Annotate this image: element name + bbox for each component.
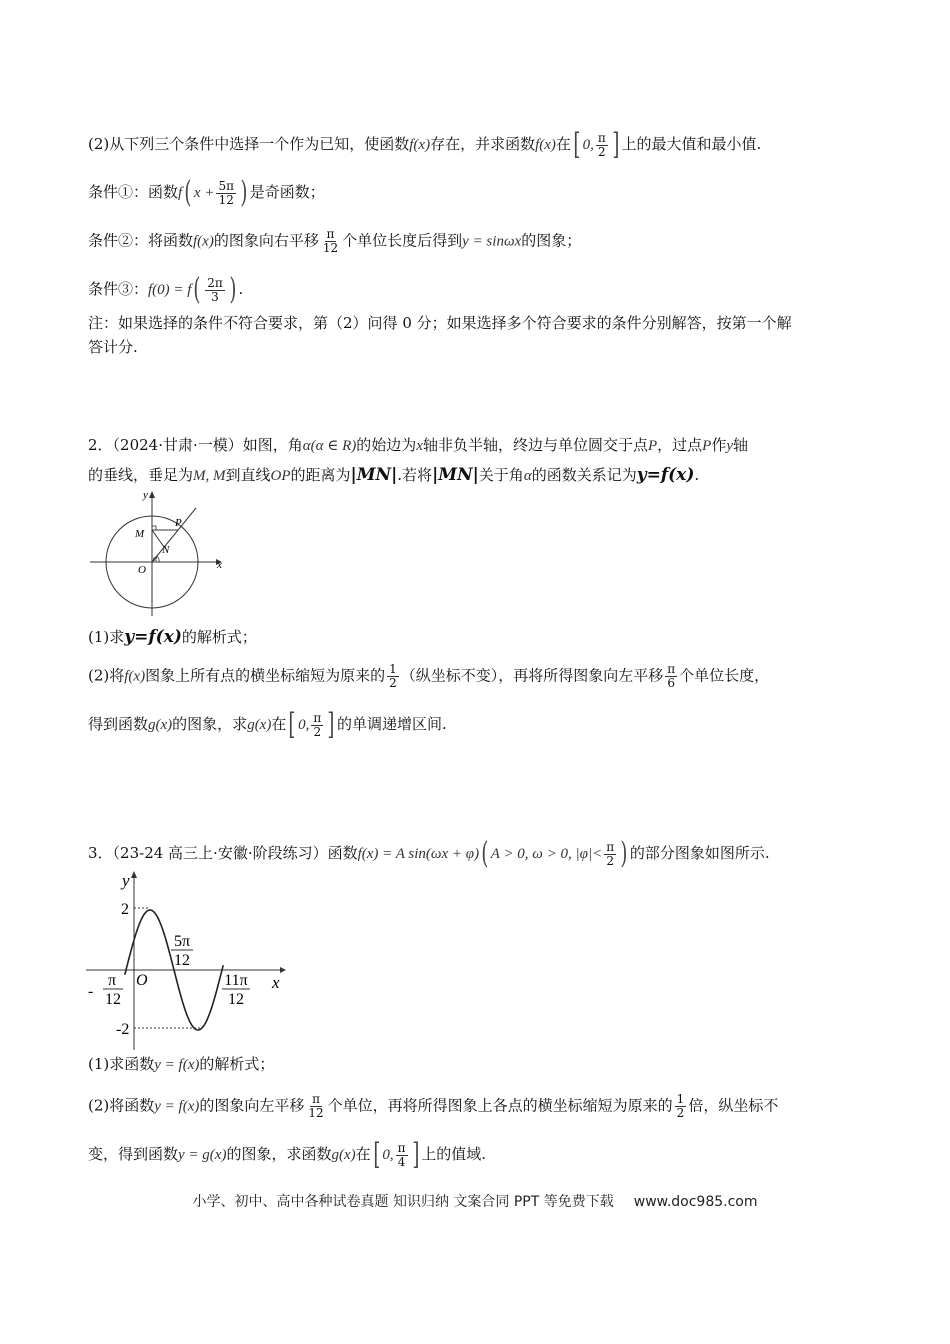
label-P: P: [175, 517, 182, 529]
fraction: [311, 712, 323, 739]
text: (2)从下列三个条件中选择一个作为已知，使函数: [88, 135, 410, 153]
math-M: M, M: [193, 468, 226, 484]
numerator: 1: [389, 662, 397, 676]
text: （纵坐标不变），再将所得图象向左平移: [400, 666, 664, 685]
math-f: f: [178, 185, 183, 201]
q3-line1: [88, 836, 770, 871]
label-alpha: α: [153, 554, 158, 563]
label-y: y: [122, 871, 130, 890]
numerator: π: [326, 227, 335, 241]
fraction: [216, 180, 236, 207]
footer-text: 小学、初中、高中各种试卷真题 知识归纳 文案合同 PPT 等免费下载: [192, 1194, 614, 1210]
text: 关于角: [478, 466, 524, 484]
q2-line1: [88, 434, 748, 457]
tick-neg-pi12-num: π: [107, 972, 117, 989]
text: 的部分图象如图所示.: [629, 844, 770, 862]
sine-graph-figure: [86, 868, 296, 1050]
text: (1)求: [88, 628, 125, 646]
text: 的图象，求: [172, 715, 248, 733]
fraction-pi12: [306, 1093, 325, 1120]
denominator: 2: [598, 144, 606, 159]
numerator: π: [597, 130, 606, 145]
text: 上的最大值和最小值.: [621, 135, 762, 153]
math-zero: 0,: [298, 717, 310, 733]
math-P: P: [702, 438, 712, 454]
paren-right: ): [240, 175, 248, 210]
fraction: [321, 228, 340, 255]
label-N: N: [162, 544, 170, 556]
q1-condition-2: [88, 228, 581, 255]
text: 存在，并求函数: [430, 135, 536, 153]
denominator: 2: [606, 853, 614, 868]
q1-condition-1: [88, 175, 325, 210]
math-y: y: [726, 438, 734, 454]
text: 作: [711, 436, 727, 454]
math-MN: |MN|: [350, 465, 398, 485]
numerator: 1: [676, 1092, 685, 1106]
label-y: y: [143, 489, 148, 501]
tick-neg2: -2: [116, 1021, 130, 1038]
text: 得到函数: [88, 715, 149, 733]
bracket-left: [: [573, 127, 581, 162]
text: 答计分.: [88, 338, 138, 356]
text: 个单位，再将所得图象上各点的横坐标缩短为原来的: [327, 1096, 673, 1115]
numerator: 2π: [207, 275, 223, 290]
angle-arc: [157, 556, 159, 562]
math-gx: g(x): [148, 717, 173, 733]
text: 图象上所有点的横坐标缩短为原来的: [145, 666, 386, 685]
fraction-half: [675, 1093, 687, 1120]
fraction: [396, 1142, 408, 1169]
tick-neg-pi12-sign: -: [88, 983, 94, 1000]
numerator: π: [312, 1092, 320, 1106]
text: (2)将函数: [88, 1096, 155, 1115]
tick-5pi12-num: 5π: [173, 933, 191, 950]
math-f0: f(0) = f: [148, 282, 192, 298]
text: 倍，纵坐标不: [688, 1096, 779, 1115]
numerator: π: [606, 839, 615, 854]
tick-11pi12-num: 11π: [224, 972, 248, 989]
text: 2．（2024·甘肃·一模）如图，角: [88, 436, 303, 454]
q3-part2-line1: [88, 1093, 778, 1120]
q2-part2-line2: [88, 707, 447, 742]
text: 是奇函数；: [249, 183, 325, 201]
text: 的图象；: [521, 231, 582, 250]
bracket-right: ]: [411, 1137, 419, 1172]
math-gx: g(x): [331, 1147, 356, 1163]
math-MN: |MN|: [432, 465, 479, 485]
text: 的图象，求函数: [226, 1145, 332, 1163]
y-axis-arrow: [149, 491, 155, 498]
bracket-right: ]: [327, 707, 335, 742]
math-yfx: y = f(x): [154, 1057, 200, 1073]
math-alpha: α(α ∈ R): [302, 438, 357, 454]
denominator: 4: [397, 1154, 406, 1169]
q3-part1: [88, 1053, 274, 1076]
label-O: O: [136, 972, 148, 989]
paren-left: (: [184, 175, 192, 210]
y-axis-arrow: [131, 871, 137, 878]
math-OP: OP: [270, 468, 291, 484]
text: 条件①：函数: [88, 183, 179, 201]
q1-condition-3: [88, 272, 244, 307]
label-x: x: [272, 973, 280, 992]
math-yfx: y = f(x): [154, 1098, 200, 1115]
math-sin: y = sinωx: [462, 233, 522, 250]
q2-part2-line1: [88, 663, 769, 690]
text: .: [694, 466, 700, 484]
label-M: M: [135, 528, 145, 540]
text: 个单位长度，: [679, 666, 770, 685]
denominator: 2: [676, 1106, 685, 1120]
footer-url: www.doc985.com: [633, 1194, 758, 1210]
q2-part1: [88, 626, 257, 648]
denominator: 2: [313, 724, 322, 739]
text: 变，得到函数: [88, 1145, 179, 1163]
math-gx: g(x): [247, 717, 272, 733]
text: 的图象向右平移: [213, 231, 319, 250]
math-x: x: [416, 438, 423, 454]
text: 轴: [733, 436, 749, 454]
math-ygx: y = g(x): [178, 1147, 227, 1163]
bracket-right: ]: [612, 127, 620, 162]
text: 的图象向左平移: [199, 1096, 305, 1115]
text: 上的值域.: [421, 1145, 486, 1163]
text: 在: [271, 715, 287, 733]
math-P: P: [647, 438, 658, 454]
text: 的解析式；: [181, 628, 257, 646]
text: .: [238, 280, 244, 298]
denominator: 12: [218, 192, 234, 207]
paren-right: ): [620, 836, 628, 871]
text: 的单调递增区间.: [336, 715, 447, 733]
math-fx: f(x): [193, 233, 214, 250]
numerator: π: [313, 710, 322, 725]
unit-circle-figure: [86, 488, 226, 618]
denominator: 12: [322, 241, 339, 255]
paren-left: (: [193, 272, 201, 307]
q2-line2: [88, 464, 699, 487]
text: ，过点: [657, 436, 703, 454]
tick-5pi12-den: 12: [174, 952, 190, 969]
math-func: f(x) = A sin(ωx + φ): [357, 846, 480, 862]
math-cond: A > 0, ω > 0, |φ|<: [490, 846, 603, 862]
text: (1)求函数: [88, 1055, 155, 1073]
label-x: x: [217, 559, 222, 571]
math-fx: f(x): [124, 668, 146, 685]
text: 条件②：将函数: [88, 231, 194, 250]
numerator: π: [667, 662, 676, 676]
text: 轴非负半轴，终边与单位圆交于点: [422, 436, 648, 454]
math-x: x +: [193, 185, 215, 201]
bracket-left: [: [288, 707, 296, 742]
x-axis-arrow: [280, 967, 286, 973]
math-zero: 0,: [382, 1147, 394, 1163]
math-alpha: α: [523, 468, 532, 484]
numerator: π: [397, 1140, 406, 1155]
text: 在: [355, 1145, 371, 1163]
text: 在: [555, 135, 571, 153]
text: 的距离为: [290, 466, 351, 484]
bracket-left: [: [372, 1137, 381, 1172]
paren-left: (: [481, 836, 489, 871]
right-angle-mark: [152, 526, 156, 530]
math-fx: f(x): [535, 137, 556, 153]
text: 的函数关系记为: [531, 466, 637, 484]
denominator: 2: [389, 676, 397, 690]
text: 的解析式；: [199, 1055, 275, 1073]
tick-neg-pi12-den: 12: [105, 991, 121, 1008]
math-fx: f(x): [409, 137, 431, 153]
fraction-pi6: [665, 663, 677, 690]
text: 注：如果选择的条件不符合要求，第（2）问得 0 分；如果选择多个符合要求的条件分别解答，按第一个解: [88, 314, 792, 332]
fraction-half: [387, 663, 399, 690]
q1-part2-line1: [88, 127, 762, 162]
text: 3．（23-24 高三上·安徽·阶段练习）函数: [88, 844, 358, 862]
label-O: O: [138, 564, 146, 576]
denominator: 6: [667, 676, 676, 690]
text: 到直线: [225, 466, 271, 484]
denominator: 3: [211, 289, 219, 304]
paren-right: ): [229, 272, 237, 307]
tick-2: 2: [121, 901, 129, 918]
fraction: [596, 132, 608, 159]
numerator: 5π: [218, 178, 234, 193]
text: 的垂线，垂足为: [88, 466, 194, 484]
tick-11pi12-den: 12: [228, 991, 244, 1008]
page-footer: [0, 1191, 950, 1211]
q3-part2-line2: [88, 1137, 486, 1172]
text: 个单位长度后得到: [342, 231, 463, 250]
math-yfx: y=f(x): [636, 465, 695, 485]
text: 条件③：: [88, 280, 149, 298]
text: (2)将: [88, 666, 125, 685]
text: 的始边为: [356, 436, 417, 454]
denominator: 12: [308, 1106, 324, 1120]
q1-note-line2: [88, 336, 138, 358]
fraction: [205, 277, 225, 304]
math-zero: 0,: [582, 137, 594, 153]
math-yfx: y=f(x): [124, 627, 182, 647]
q1-note-line1: [88, 312, 792, 334]
fraction: [604, 841, 616, 868]
text: .若将: [397, 466, 433, 484]
